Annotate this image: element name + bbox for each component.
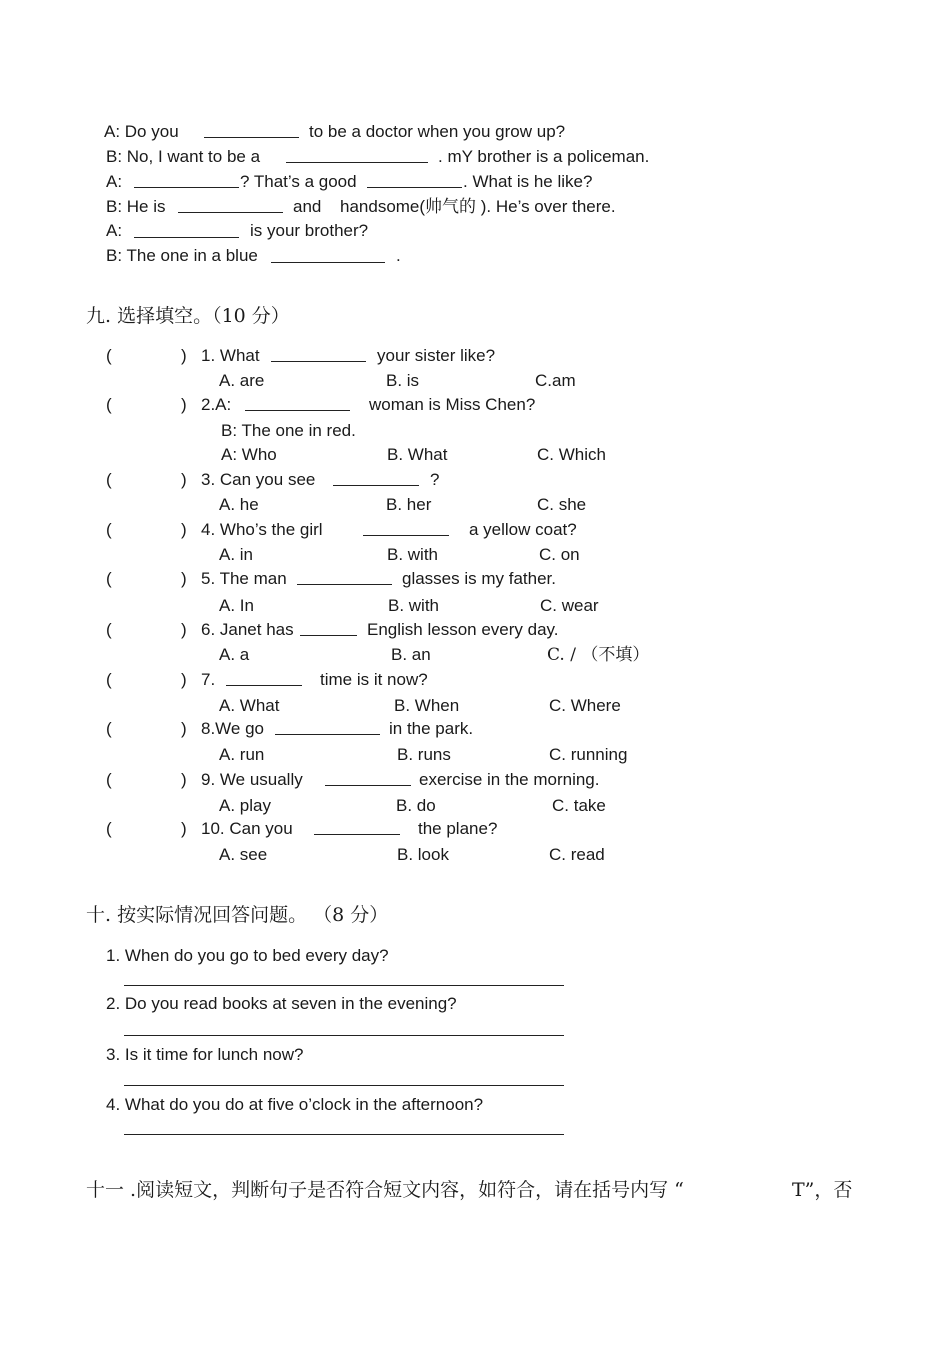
option-c[interactable]: C. take [552,796,606,815]
option-c[interactable]: C. on [539,545,580,564]
section-11-title-end: T”，否 [792,1179,853,1201]
dialogue-line-2-end: . mY brother is a policeman. [438,147,650,166]
question-stem: 5. The man [201,569,287,588]
question-1: 1. When do you go to bed every day? [106,946,389,965]
option-c[interactable]: C. Where [549,696,621,715]
option-c[interactable]: C. read [549,845,605,864]
answer-line[interactable] [124,1134,564,1135]
question-stem: 4. Who’s the girl [201,520,323,539]
option-a[interactable]: A: Who [221,445,277,464]
option-c[interactable]: C.am [535,371,576,390]
option-b[interactable]: B. runs [397,745,451,764]
question-stem: 9. We usually [201,770,303,789]
option-a[interactable]: A. in [219,545,254,564]
question-stem-end: glasses is my father. [402,569,557,588]
question-2: 2. Do you read books at seven in the evening? [106,994,457,1013]
answer-paren-open: ( [106,819,112,838]
question-stem-end: woman is Miss Chen? [369,395,536,414]
option-b[interactable]: B. is [386,371,420,390]
answer-blank[interactable] [245,410,350,411]
question-stem: 1. What [201,346,260,365]
answer-blank[interactable] [363,535,449,536]
answer-paren-close: ) [181,346,187,365]
question-stem-end: your sister like? [377,346,496,365]
answer-paren-close: ) [181,719,187,738]
answer-paren-close: ) [181,470,187,489]
question-stem: 3. Can you see [201,470,316,489]
answer-line[interactable] [124,1035,564,1036]
option-a[interactable]: A. are [219,371,265,390]
question-4: 4. What do you do at five o’clock in the afternoon? [106,1095,484,1114]
question-stem: 10. Can you [201,819,293,838]
answer-blank[interactable] [314,834,400,835]
answer-paren-open: ( [106,620,112,639]
question-stem: 8.We go [201,719,265,738]
question-stem: 6. Janet has [201,620,294,639]
option-a[interactable]: A. play [219,796,271,815]
answer-paren-close: ) [181,670,187,689]
answer-blank[interactable] [226,685,302,686]
answer-paren-close: ) [181,770,187,789]
option-c[interactable]: C. running [549,745,628,764]
dialogue-line-3-start: A: [106,172,123,191]
option-c[interactable]: C. Which [537,445,606,464]
answer-paren-close: ) [181,520,187,539]
answer-paren-open: ( [106,520,112,539]
option-b[interactable]: B. look [397,845,449,864]
option-b[interactable]: B. do [396,796,436,815]
option-b[interactable]: B. her [386,495,432,514]
option-b[interactable]: B. with [387,545,439,564]
answer-paren-open: ( [106,346,112,365]
dialogue-line-6-end: . [396,246,401,265]
answer-blank[interactable] [275,734,380,735]
option-a[interactable]: A. run [219,745,265,764]
option-a[interactable]: A. a [219,645,250,664]
dialogue-line-4-and: and [293,197,322,216]
dialogue-line-3-end: . What is he like? [463,172,593,191]
answer-paren-open: ( [106,770,112,789]
answer-blank[interactable] [333,485,419,486]
answer-blank[interactable] [178,212,283,213]
question-stem-end: English lesson every day. [367,620,559,639]
option-c[interactable]: C. wear [540,596,599,615]
option-a[interactable]: A. What [219,696,280,715]
question-stem: 2.A: [201,395,232,414]
answer-paren-close: ) [181,819,187,838]
question-stem-end: exercise in the morning. [419,770,600,789]
answer-blank[interactable] [325,785,411,786]
question-stem-end: in the park. [389,719,474,738]
answer-paren-open: ( [106,569,112,588]
dialogue-line-2-start: B: No, I want to be a [106,147,261,166]
option-c[interactable]: C. / （不填） [547,645,650,665]
option-a[interactable]: A. see [219,845,268,864]
answer-blank[interactable] [134,237,239,238]
dialogue-line-5-start: A: [106,221,123,240]
answer-blank[interactable] [271,361,366,362]
answer-paren-open: ( [106,470,112,489]
answer-blank[interactable] [286,162,428,163]
answer-paren-close: ) [181,569,187,588]
dialogue-line-1-start: A: Do you [104,122,179,141]
dialogue-line-5-end: is your brother? [250,221,369,240]
dialogue-line-4-end: handsome(帅气的 ). He’s over there. [340,197,616,216]
answer-line[interactable] [124,1085,564,1086]
dialogue-line-1-end: to be a doctor when you grow up? [309,122,566,141]
answer-paren-close: ) [181,620,187,639]
dialogue-line-3-mid: ? That’s a good [240,172,357,191]
question-3: 3. Is it time for lunch now? [106,1045,304,1064]
option-b[interactable]: B. When [394,696,460,715]
answer-blank[interactable] [297,584,392,585]
answer-blank[interactable] [134,187,239,188]
question-stem-end: time is it now? [320,670,428,689]
question-stem: 7. [201,670,216,689]
question-reply: B: The one in red. [221,421,356,440]
option-b[interactable]: B. What [387,445,448,464]
option-a[interactable]: A. he [219,495,259,514]
answer-blank[interactable] [204,137,299,138]
answer-blank[interactable] [271,262,385,263]
dialogue-line-4-start: B: He is [106,197,166,216]
answer-line[interactable] [124,985,564,986]
dialogue-line-6-start: B: The one in a blue [106,246,258,265]
section-9-title: 九. 选择填空。（10 分） [86,305,290,327]
option-c[interactable]: C. she [537,495,587,514]
answer-paren-open: ( [106,719,112,738]
answer-paren-open: ( [106,670,112,689]
answer-paren-open: ( [106,395,112,414]
question-stem-end: ? [430,470,440,489]
answer-blank[interactable] [367,187,462,188]
section-10-title: 十. 按实际情况回答问题。 （8 分） [86,904,389,926]
section-11-title: 十一 .阅读短文，判断句子是否符合短文内容，如符合，请在括号内写 “ [86,1179,684,1201]
option-b[interactable]: B. an [391,645,431,664]
option-b[interactable]: B. with [388,596,440,615]
option-a[interactable]: A. In [219,596,254,615]
question-stem-end: the plane? [418,819,498,838]
question-stem-end: a yellow coat? [469,520,577,539]
answer-paren-close: ) [181,395,187,414]
answer-blank[interactable] [300,635,357,636]
